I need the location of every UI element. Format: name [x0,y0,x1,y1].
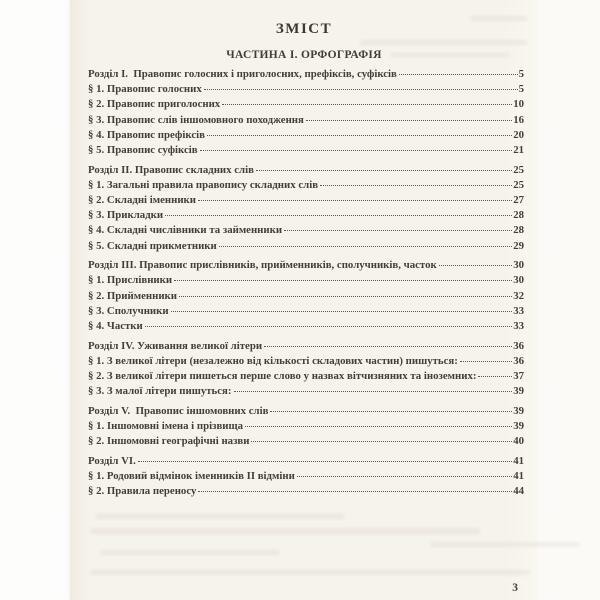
dotted-leader [234,391,513,392]
dotted-leader [399,74,518,75]
bleed-through-artifact [90,528,480,534]
toc-entry-label: Розділ III. Правопис прислівників, прийменників, сполучників, часток [88,259,437,272]
toc-entry-label: § 2. Іншомовні географічні назви [88,435,250,448]
toc-entry-page: 39 [513,385,524,398]
toc-entry-page: 5 [518,83,524,96]
toc-group [88,340,524,401]
toc-entry-page: 30 [513,274,524,287]
toc-group [88,259,524,335]
dotted-leader [439,265,513,266]
toc-section-row [88,209,524,224]
toc-entry-page: 41 [513,470,524,483]
dotted-leader [251,441,512,442]
toc-entry-label: § 2. Складні іменники [88,194,197,206]
toc-chapter-row [88,259,524,274]
toc-entry-page: 39 [513,420,524,433]
toc-entry-label: Розділ I. Правопис голосних і приголосних, префіксів, суфіксів [88,68,397,80]
toc-chapter-row [88,455,524,470]
toc-section-row [88,274,524,289]
toc-entry-label: § 3. Правопис слів іншомовного походження [88,113,304,126]
toc-chapter-row [88,340,524,355]
bleed-through-artifact [470,16,528,21]
bleed-through-artifact [90,570,530,575]
toc-entry-label: § 2. З великої літери пишеться перше слово у назвах вітчизняних та іноземних: [88,370,477,383]
toc-entry-label: § 1. Загальні правила правопису складних слів [88,178,319,191]
toc-section-row [88,179,524,194]
dotted-leader [222,104,512,105]
dotted-leader [138,461,512,462]
toc-section-row [88,420,524,435]
toc-entry-label: § 5. Правопис суфіксів [88,143,198,156]
dotted-leader [297,476,512,477]
toc-entry-label: § 4. Частки [88,320,143,332]
dotted-leader [306,120,512,121]
toc-entry-page: 16 [513,113,524,126]
toc-entry-label: § 1. Іншомовні імена і прізвища [88,420,244,433]
toc-entry-page: 25 [513,178,524,191]
page-title: ЗМІСТ [275,21,333,37]
toc-chapter-row [88,68,524,83]
toc-section-row [88,240,524,255]
toc-entry-label: § 3. З малої літери пишуться: [88,385,232,398]
toc-entry-page: 28 [513,224,524,237]
dotted-leader [478,376,512,377]
toc-group [88,455,524,501]
toc-entry-label: Розділ II. Правопис складних слів [88,163,254,176]
toc-section-row [88,355,524,370]
toc-section-row [88,290,524,305]
toc-section-row [88,385,524,400]
toc-entry-label: § 1. Правопис голосних [88,83,202,96]
toc-entry-page: 20 [513,128,524,141]
toc-entry-page: 27 [513,194,524,206]
toc-entry-label: Розділ IV. Уживання великої літери [88,339,263,352]
bleed-through-artifact [390,53,510,57]
dotted-leader [219,246,512,247]
dotted-leader [256,170,512,171]
toc-list [88,68,524,501]
dotted-leader [165,215,512,216]
toc-entry-label: § 4. Правопис префіксів [88,128,205,141]
toc-group [88,405,524,451]
toc-entry-page: 40 [513,435,524,448]
toc-entry-page: 5 [518,68,524,80]
toc-section-row [88,470,524,485]
part-heading: ЧАСТИНА I. ОРФОГРАФІЯ [226,49,382,61]
toc-section-row [88,320,524,335]
toc-entry-label: § 5. Складні прикметники [88,239,217,252]
toc-entry-label: § 1. Родовий відмінок іменників II відміни [88,470,295,483]
toc-entry-label: § 4. Складні числівники та займенники [88,224,283,237]
toc-chapter-row [88,164,524,179]
toc-entry-page: 39 [513,404,524,417]
toc-entry-page: 21 [513,143,524,156]
toc-entry-label: § 1. З великої літери (незалежно від кількості складових частин) пишуться: [88,354,458,367]
toc-section-row [88,114,524,129]
toc-entry-label: § 3. Сполучники [88,304,169,317]
toc-section-row [88,194,524,209]
dotted-leader [320,185,512,186]
toc-entry-page: 25 [513,163,524,176]
dotted-leader [174,280,512,281]
toc-entry-label: § 2. Правила переносу [88,485,197,498]
toc-entry-label: § 3. Прикладки [88,209,164,222]
toc-section-row [88,144,524,159]
toc-section-row [88,370,524,385]
toc-entry-page: 33 [513,304,524,317]
dotted-leader [171,311,513,312]
toc-entry-page: 10 [513,98,524,111]
bleed-through-artifact [100,550,280,555]
toc-group [88,164,524,255]
dotted-leader [179,296,512,297]
dotted-leader [270,411,512,412]
toc-entry-page: 44 [513,485,524,498]
toc-entry-page: 37 [513,370,524,383]
page-number: 3 [512,582,518,594]
toc-chapter-row [88,405,524,420]
toc-entry-page: 41 [513,455,524,467]
toc-entry-label: § 1. Прислівники [88,274,173,287]
dotted-leader [284,230,512,231]
bleed-through-artifact [430,542,580,547]
dotted-leader [204,89,518,90]
dotted-leader [245,426,512,427]
toc-section-row [88,129,524,144]
dotted-leader [264,346,512,347]
toc-entry-page: 36 [513,354,524,367]
toc-section-row [88,435,524,450]
toc-entry-page: 36 [513,339,524,352]
dotted-leader [200,150,513,151]
bleed-through-artifact [360,40,528,45]
toc-section-row [88,224,524,239]
toc-section-row [88,305,524,320]
toc-entry-page: 33 [513,320,524,332]
toc-entry-page: 30 [513,259,524,272]
dotted-leader [207,135,512,136]
toc-entry-label: § 2. Прийменники [88,289,177,302]
dotted-leader [198,491,512,492]
dotted-leader [460,361,512,362]
toc-group [88,68,524,159]
bleed-through-artifact [95,514,345,519]
toc-entry-page: 32 [513,289,524,302]
dotted-leader [198,200,512,201]
toc-entry-page: 29 [513,239,524,252]
toc-entry-page: 28 [513,209,524,222]
dotted-leader [145,326,512,327]
toc-entry-label: § 2. Правопис приголосних [88,98,221,111]
toc-section-row [88,98,524,113]
toc-entry-label: Розділ V. Правопис іншомовних слів [88,404,269,417]
toc-entry-label: Розділ VI. [88,455,136,467]
book-page [70,0,538,600]
toc-section-row [88,485,524,500]
toc-section-row [88,83,524,98]
